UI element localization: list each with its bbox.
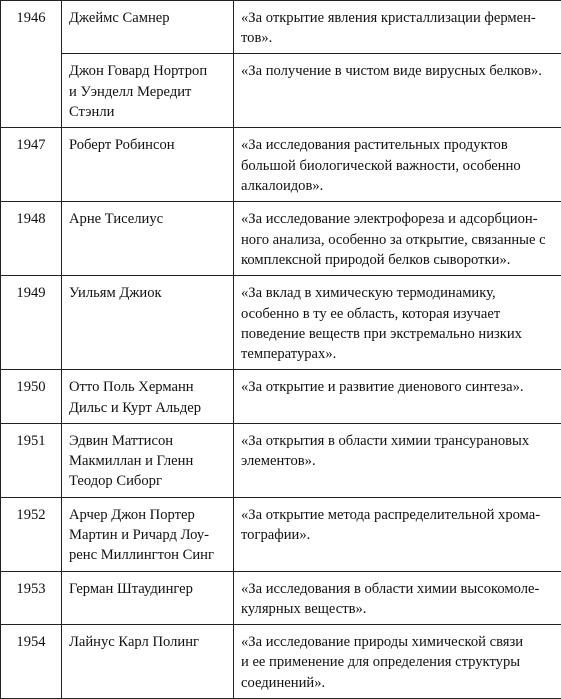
year-text: 1952 bbox=[3, 505, 59, 525]
laureate-name: Уильям Джиок bbox=[69, 283, 229, 303]
table-row bbox=[1, 128, 561, 202]
year-cell bbox=[1, 571, 62, 624]
laureate-name-cell bbox=[62, 128, 234, 202]
citation-text: «За исследования растительных продуктов большой биологической важности, особенно алкалоидов». bbox=[241, 135, 555, 196]
year-cell bbox=[1, 625, 62, 699]
table-row bbox=[1, 370, 561, 423]
laureate-name: Арчер Джон Портер Мартин и Ричард Лоу- ренс Миллингтон Синг bbox=[69, 505, 229, 566]
laureate-name: Роберт Робинсон bbox=[69, 135, 229, 155]
citation-cell bbox=[234, 54, 561, 128]
citation-cell bbox=[234, 276, 561, 370]
year-cell bbox=[1, 370, 62, 423]
table-body bbox=[1, 1, 561, 699]
citation-cell bbox=[234, 1, 561, 54]
citation-cell bbox=[234, 571, 561, 624]
citation-cell bbox=[234, 625, 561, 699]
year-text: 1950 bbox=[3, 377, 59, 397]
year-text: 1954 bbox=[3, 632, 59, 652]
year-text: 1953 bbox=[3, 579, 59, 599]
laureate-name: Лайнус Карл Полинг bbox=[69, 632, 229, 652]
laureate-name: Джеймс Самнер bbox=[69, 8, 229, 28]
laureate-name-cell bbox=[62, 497, 234, 571]
citation-cell bbox=[234, 370, 561, 423]
citation-text: «За исследование природы химической связи и ее применение для определения структуры соединений». bbox=[241, 632, 555, 693]
table-row bbox=[1, 625, 561, 699]
year-cell bbox=[1, 128, 62, 202]
citation-text: «За открытие явления кристаллизации фермен- тов». bbox=[241, 8, 555, 48]
year-cell bbox=[1, 202, 62, 276]
year-text: 1949 bbox=[3, 283, 59, 303]
laureate-name-cell bbox=[62, 423, 234, 497]
table-row bbox=[1, 1, 561, 54]
year-text: 1947 bbox=[3, 135, 59, 155]
citation-text: «За открытия в области химии трансурановых элементов». bbox=[241, 431, 555, 471]
year-cell bbox=[1, 423, 62, 497]
table-row bbox=[1, 423, 561, 497]
year-text: 1951 bbox=[3, 431, 59, 451]
citation-text: «За открытие метода распределительной хрома- тографии». bbox=[241, 505, 555, 545]
laureate-name: Отто Поль Херманн Дильс и Курт Альдер bbox=[69, 377, 229, 417]
laureate-name: Арне Тиселиус bbox=[69, 209, 229, 229]
laureate-name-cell bbox=[62, 276, 234, 370]
laureate-name: Эдвин Маттисон Макмиллан и Гленн Теодор Сиборг bbox=[69, 431, 229, 492]
table-row bbox=[1, 202, 561, 276]
year-cell bbox=[1, 497, 62, 571]
table-row bbox=[1, 54, 561, 128]
year-cell bbox=[1, 1, 62, 128]
laureate-name: Герман Штаудингер bbox=[69, 579, 229, 599]
laureate-name-cell bbox=[62, 370, 234, 423]
table-row bbox=[1, 276, 561, 370]
laureate-name-cell bbox=[62, 625, 234, 699]
table-row bbox=[1, 571, 561, 624]
year-text: 1948 bbox=[3, 209, 59, 229]
citation-text: «За исследования в области химии высокомоле- кулярных веществ». bbox=[241, 579, 555, 619]
citation-text: «За исследование электрофореза и адсорбцион- ного анализа, особенно за открытие, связанные с комплексной природой белков сыворотки». bbox=[241, 209, 555, 270]
year-text: 1946 bbox=[3, 8, 59, 28]
table-row bbox=[1, 497, 561, 571]
citation-cell bbox=[234, 128, 561, 202]
laureate-name-cell bbox=[62, 571, 234, 624]
citation-cell bbox=[234, 423, 561, 497]
citation-cell bbox=[234, 202, 561, 276]
laureate-name-cell bbox=[62, 54, 234, 128]
citation-cell bbox=[234, 497, 561, 571]
laureate-name-cell bbox=[62, 1, 234, 54]
citation-text: «За вклад в химическую термодинамику, особенно в ту ее область, которая изучает поведение веществ при экстремально низких температурах». bbox=[241, 283, 555, 364]
laureate-name: Джон Говард Нортроп и Уэнделл Мередит Стэнли bbox=[69, 61, 229, 122]
laureate-name-cell bbox=[62, 202, 234, 276]
citation-text: «За открытие и развитие диенового синтеза». bbox=[241, 377, 555, 397]
citation-text: «За получение в чистом виде вирусных белков». bbox=[241, 61, 555, 81]
year-cell bbox=[1, 276, 62, 370]
